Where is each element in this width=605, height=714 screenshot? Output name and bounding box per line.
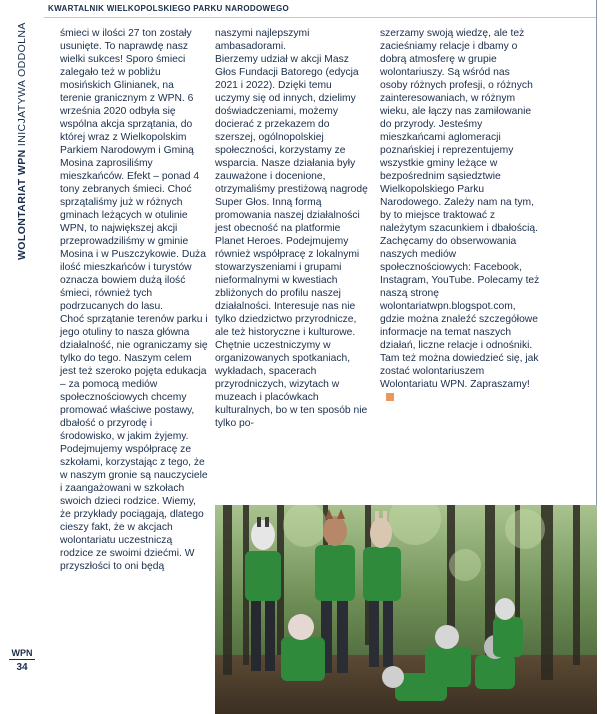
folio-label: WPN xyxy=(9,648,35,660)
side-label-bold: WOLONTARIAT WPN xyxy=(16,149,28,260)
text-column-2 xyxy=(215,27,369,430)
paragraph: Choć sprzątanie terenów parku i jego otuliny to nasza główna działalność, nie ograniczamy się tylko do tego. Naszym celem jest też szeroko pojęta edukacja – za pomocą mediów społecznościowych chcemy promować właściwe postawy, dbałość o przyrodę i środowisko, w jakim żyjemy. Podejmujemy współpracę ze szkołami, korzystając z tego, że w naszym gronie są nauczyciele i zaangażowani w szkołach swoich dzieci rodzice. Wiemy, że przykłady pociągają, dlatego cieszy fakt, że w akcjach wolontariatu uczestniczą rodzice ze swoimi dziećmi. W przyszłości to oni będą xyxy=(60,314,208,572)
magazine-header: KWARTALNIK WIELKOPOLSKIEGO PARKU NARODOWEGO xyxy=(48,4,290,13)
text-column-3 xyxy=(380,27,540,404)
paragraph: naszymi najlepszymi ambasadorami. xyxy=(215,28,310,52)
volunteers-forest-photo xyxy=(215,505,597,714)
header-divider xyxy=(44,17,597,18)
page-folio xyxy=(9,648,35,673)
paragraph: Bierzemy udział w akcji Masz Głos Fundacji Batorego (edycja 2021 i 2022). Dzięki temu uczymy się od innych, dzielimy doświadczeniami, możemy docierać z przekazem do szerszej, ogólnopolskiej społeczności, korzystamy ze wsparcia. Nasze działania były zauważone i docenione, otrzymaliśmy prestiżową nagrodę Super Głos. Inną formą promowania naszej działalności jest obecność na platformie Planet Heroes. Podejmujemy również współpracę z lokalnymi stowarzyszeniami i grupami nieformalnymi w kwestiach zbliżonych do profilu naszej działalności. Interesuje nas nie tylko dziedzictwo przyrodnicze, ale też historyczne i kulturowe. Chętnie uczestniczymy w organizowanych spotkaniach, wykładach, spacerach przyrodniczych, wizytach w muzeach i placówkach kulturalnych, bo w ten sposób nie tylko po- xyxy=(215,54,368,429)
side-label-regular: INICJATYWA ODDOLNA xyxy=(16,22,28,147)
paragraph: szerzamy swoją wiedzę, ale też zacieśniamy relacje i dbamy o dobrą atmosferę w grupie wolontariuszy. Są wśród nas osoby różnych profesji, o różnych zainteresowaniach, w różnym wieku, ale łączy nas zamiłowanie do przyrody. Jesteśmy mieszkańcami aglomeracji poznańskiej i reprezentujemy wszystkie gminy leżące w bezpośrednim sąsiedztwie Wielkopolskiego Parku Narodowego. Zależy nam na tym, by to miejsce traktować z należytym szacunkiem i dbałością. xyxy=(380,28,538,234)
forest-illustration xyxy=(215,505,597,714)
paragraph: śmieci w ilości 27 ton zostały usunięte. To naprawdę nasz wielki sukces! Sporo śmieci zalegało też w pobliżu mosińskich Glinianek, na terenie granicznym z WPN. 6 września 2020 odbyła się wspólna akcja sprzątania, do której wraz z Wielkopolskim Parkiem Narodowym i Gminą Mosina zaprosiliśmy mieszkańców. Efekt – ponad 4 tony zebranych śmieci. Choć sprzątaliśmy już w różnych gminach leżących w otulinie WPN, to największej akcji przeprowadziliśmy w gminie Mosina i w Puszczykowie. Duża ilość mieszkańców i turystów oznacza bowiem dużą ilość śmieci, również tych podrzucanych do lasu. xyxy=(60,28,206,312)
page-number: 34 xyxy=(16,662,28,673)
paragraph-with-end-mark xyxy=(380,235,540,404)
paragraph-text: Zachęcamy do obserwowania naszych mediów społecznościowych: Facebook, Instagram, YouTube. Polecamy też naszą stronę wolontariatwpn.blogspot.com, gdzie można znaleźć szczegółowe informacje na temat naszych działań, liczne relacje i odnośniki. Tam też można dowiedzieć się, jak zostać wolontariuszem Wolontariatu WPN. Zapraszamy! xyxy=(380,236,540,390)
text-column-1 xyxy=(60,27,208,573)
section-side-label xyxy=(16,22,28,260)
end-of-article-mark xyxy=(386,393,394,401)
